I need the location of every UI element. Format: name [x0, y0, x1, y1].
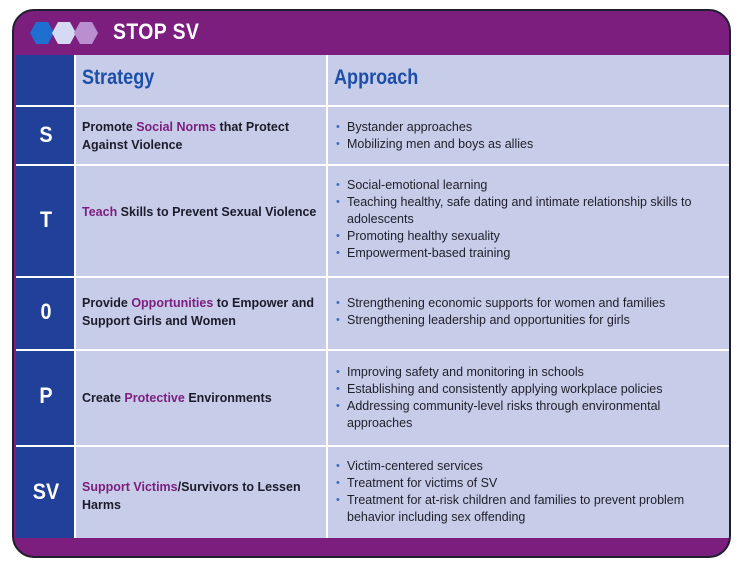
row-divider [16, 164, 729, 166]
row-divider [16, 276, 729, 278]
row-strategy [82, 294, 332, 330]
row-strategy [82, 478, 332, 514]
strategy-column-header: Strategy [82, 66, 155, 89]
approach-item: • Establishing and consistently applying workplace policies [332, 381, 728, 398]
column-divider [74, 55, 76, 538]
strategy-highlight: Teach [82, 205, 118, 219]
approach-item: • Treatment for at-risk children and families to prevent problem behavior including sex offending [332, 492, 728, 526]
approach-item: • Strengthening leadership and opportunities for girls [332, 312, 728, 329]
approach-item: • Victim-centered services [332, 458, 728, 475]
panel-title: STOP SV [113, 19, 200, 44]
approach-column-header: Approach [334, 66, 419, 89]
approach-item: • Strengthening economic supports for women and families [332, 295, 728, 312]
strategy-highlight: Opportunities [131, 296, 214, 310]
strategy-text: Promote [82, 120, 137, 134]
row-strategy [82, 203, 332, 221]
strategy-highlight: Protective [124, 391, 185, 405]
strategy-text: Create [82, 391, 125, 405]
row-divider [16, 105, 729, 107]
approach-item: • Social-emotional learning [332, 177, 728, 194]
row-strategy [82, 118, 332, 154]
row-letter: T [39, 207, 53, 232]
panel-header [14, 11, 729, 55]
strategy-text: that Protect Against Violence [82, 120, 290, 152]
strategy-text: Skills to Prevent Sexual Violence [117, 205, 317, 219]
row-approaches [332, 458, 728, 526]
approach-item: • Teaching healthy, safe dating and intimate relationship skills to adolescents [332, 194, 728, 228]
row-letter: SV [32, 479, 60, 504]
row-letter: P [39, 383, 53, 408]
row-divider [16, 349, 729, 351]
row-divider [16, 445, 729, 447]
row-strategy [82, 389, 332, 407]
approach-item: • Empowerment-based training [332, 245, 728, 262]
strategy-text: /Survivors to Lessen Harms [82, 480, 301, 512]
strategy-text: to Empower and Support Girls and Women [82, 296, 314, 328]
strategy-table [16, 55, 729, 538]
stop-sv-panel [12, 9, 731, 558]
strategy-highlight: Social Norms [136, 120, 217, 134]
strategy-text: Provide [82, 296, 132, 310]
approach-item: • Promoting healthy sexuality [332, 228, 728, 245]
approach-item: • Bystander approaches [332, 119, 728, 136]
approach-item: • Mobilizing men and boys as allies [332, 136, 728, 153]
strategy-highlight: Support Victims [82, 480, 178, 494]
row-approaches [332, 364, 728, 432]
row-approaches [332, 295, 728, 329]
strategy-text: Environments [184, 391, 272, 405]
hexagon-logo-icon [26, 18, 106, 48]
row-approaches [332, 177, 728, 262]
approach-item: • Improving safety and monitoring in schools [332, 364, 728, 381]
row-approaches [332, 119, 728, 153]
approach-item: • Addressing community-level risks through environmental approaches [332, 398, 728, 432]
row-letter: S [39, 122, 53, 147]
approach-item: • Treatment for victims of SV [332, 475, 728, 492]
row-letter: 0 [40, 299, 52, 324]
